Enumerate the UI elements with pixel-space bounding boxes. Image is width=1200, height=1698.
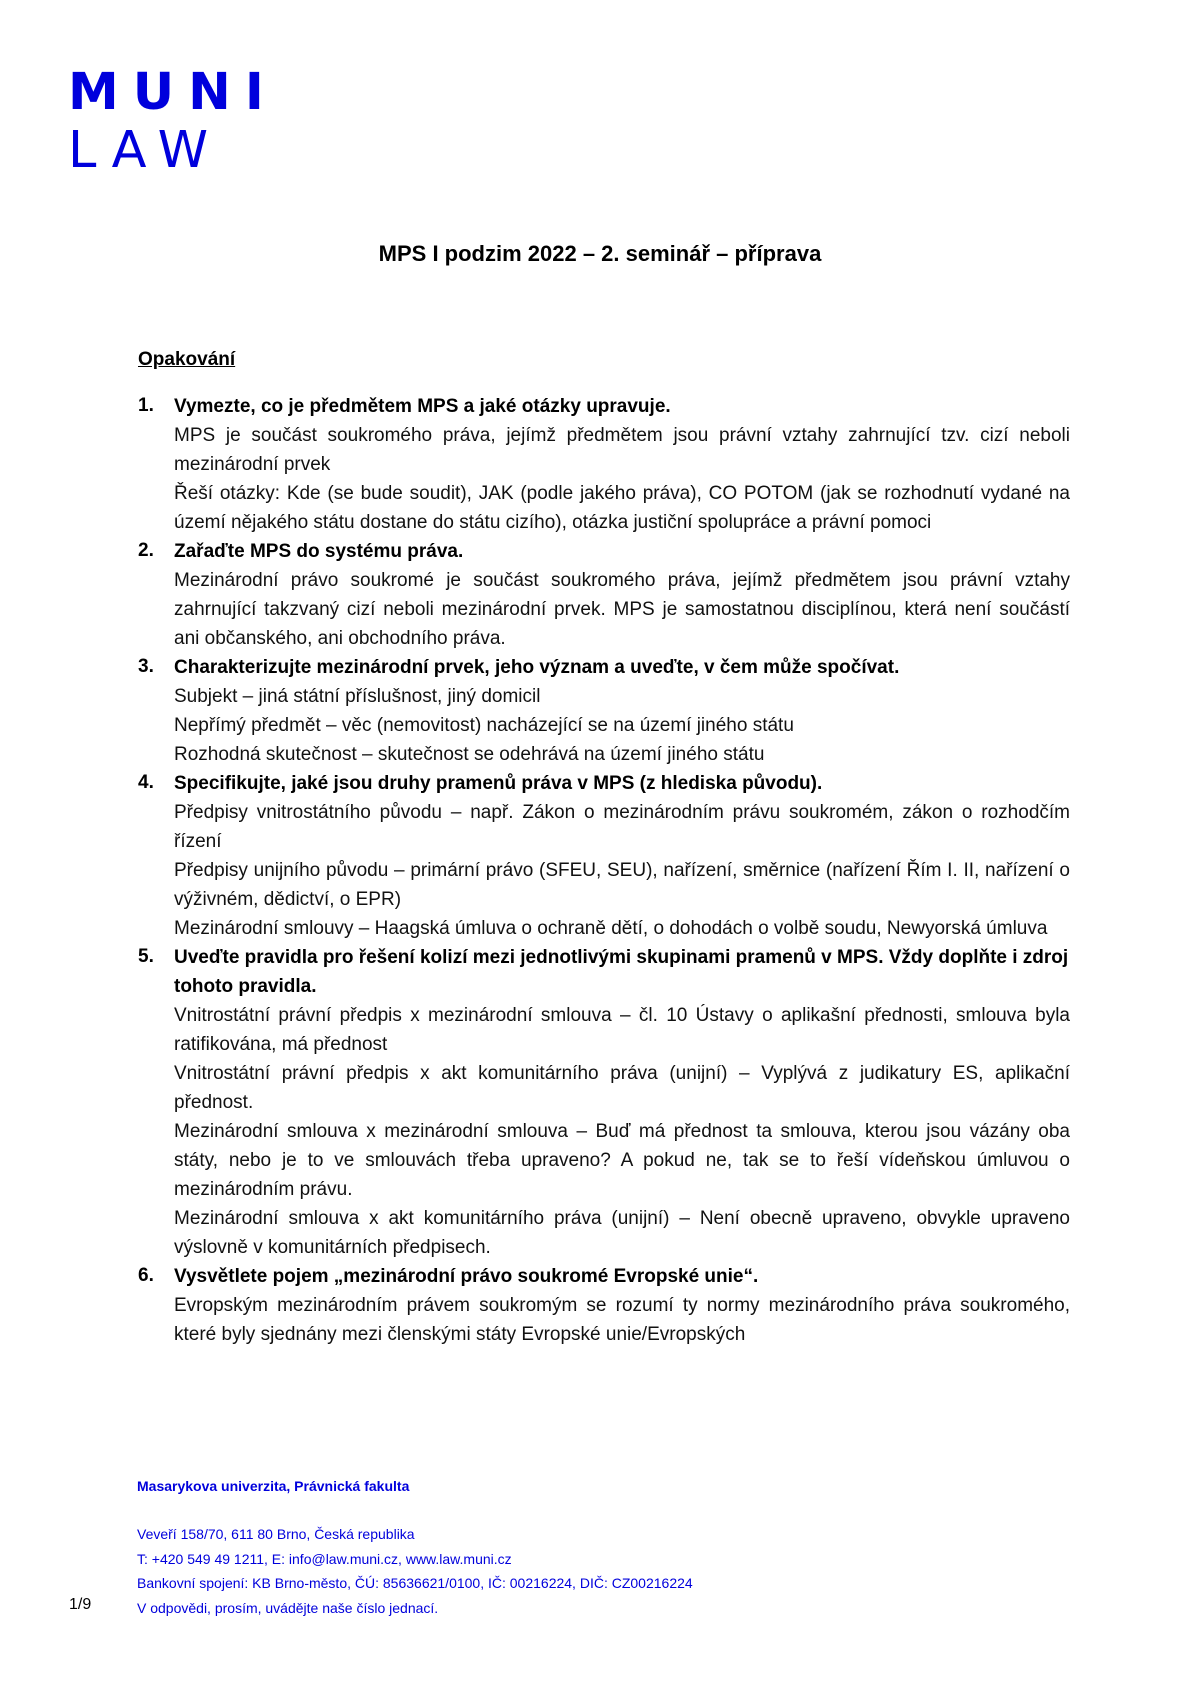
- answer-paragraph: Rozhodná skutečnost – skutečnost se odehrává na území jiného státu: [174, 744, 765, 765]
- answer-paragraph: MPS je součást soukromého práva, jejímž předmětem jsou právní vztahy zahrnující tzv. cizí neboli mezinárodní prvek: [174, 425, 1070, 475]
- document-title: MPS I podzim 2022 – 2. seminář – příprava: [378, 241, 822, 266]
- question-number: 2.: [138, 540, 154, 561]
- footer-address: Veveří 158/70, 611 80 Brno, Česká republika: [137, 1526, 415, 1542]
- footer-note: V odpovědi, prosím, uvádějte naše číslo jednací.: [137, 1599, 439, 1616]
- document-body: [138, 345, 1070, 1349]
- question-number: 4.: [138, 772, 154, 793]
- question-text: Uveďte pravidla pro řešení kolizí mezi jednotlivými skupinami pramenů v MPS. Vždy doplňte i zdroj tohoto pravidla.: [174, 947, 1069, 997]
- answer-paragraph: Řeší otázky: Kde (se bude soudit), JAK (podle jakého práva), CO POTOM (jak se rozhodnutí vydané na území nějakého státu dostane do státu cizího), otázka justiční spolupráce a právní pomoci: [174, 483, 1070, 533]
- footer-bank: Bankovní spojení: KB Brno-město, ČÚ: 85636621/0100, IČ: 00216224, DIČ: CZ00216224: [137, 1575, 693, 1591]
- answer-paragraph: Subjekt – jiná státní příslušnost, jiný domicil: [174, 686, 541, 707]
- footer-contact: T: +420 549 49 1211, E: info@law.muni.cz, www.law.muni.cz: [137, 1550, 512, 1567]
- answer-paragraph: Mezinárodní smlouvy – Haagská úmluva o ochraně dětí, o dohodách o volbě soudu, Newyorská úmluva: [174, 918, 1048, 939]
- answer-paragraph: Nepřímý předmět – věc (nemovitost) nacházející se na území jiného státu: [174, 715, 794, 736]
- question-item: [138, 769, 1070, 943]
- question-item: [138, 1262, 1070, 1349]
- question-list: [138, 392, 1070, 1349]
- answer-paragraph: Vnitrostátní právní předpis x akt komunitárního práva (unijní) – Vyplývá z judikatury ES, aplikační přednost.: [174, 1063, 1070, 1113]
- answer-paragraph: Mezinárodní právo soukromé je součást soukromého práva, jejímž předmětem jsou právní vztahy zahrnující takzvaný cizí neboli mezinárodní prvek. MPS je samostatnou disciplínou, která není součástí ani občanského, ani obchodního práva.: [174, 570, 1070, 649]
- question-text: Zařaďte MPS do systému práva.: [174, 541, 464, 562]
- question-item: [138, 653, 1070, 769]
- page-number: 1/9: [69, 1596, 92, 1613]
- question-text: Charakterizujte mezinárodní prvek, jeho význam a uveďte, v čem může spočívat.: [174, 657, 900, 678]
- answer-paragraph: Předpisy vnitrostátního původu – např. Zákon o mezinárodním právu soukromém, zákon o rozhodčím řízení: [174, 802, 1070, 852]
- question-number: 3.: [138, 656, 154, 677]
- question-number: 1.: [138, 395, 154, 416]
- question-text: Vysvětlete pojem „mezinárodní právo soukromé Evropské unie“.: [174, 1266, 759, 1287]
- footer: [137, 1476, 693, 1620]
- question-text: Specifikujte, jaké jsou druhy pramenů práva v MPS (z hlediska původu).: [174, 773, 823, 794]
- answer-paragraph: Evropským mezinárodním právem soukromým se rozumí ty normy mezinárodního práva soukromého, které byly sjednány mezi členskými státy Evropské unie/Evropských: [174, 1295, 1070, 1345]
- logo-muni-text: MUNI: [68, 63, 278, 122]
- question-number: 5.: [138, 946, 154, 967]
- question-item: [138, 943, 1070, 1262]
- logo-law-text: LAW: [68, 121, 223, 180]
- question-item: [138, 537, 1070, 653]
- footer-organization: Masarykova univerzita, Právnická fakulta: [137, 1478, 410, 1494]
- answer-paragraph: Mezinárodní smlouva x mezinárodní smlouva – Buď má přednost ta smlouva, kterou jsou vázány oba státy, nebo je to ve smlouvách třeba upraveno? A pokud ne, tak se to řeší vídeňskou úmluvou o mezinárodním právu.: [174, 1121, 1070, 1200]
- answer-paragraph: Vnitrostátní právní předpis x mezinárodní smlouva – čl. 10 Ústavy o aplikašní přednosti, smlouva byla ratifikována, má přednost: [174, 1005, 1070, 1055]
- question-text: Vymezte, co je předmětem MPS a jaké otázky upravuje.: [174, 396, 671, 417]
- answer-paragraph: Mezinárodní smlouva x akt komunitárního práva (unijní) – Není obecně upraveno, obvykle upraveno výslovně v komunitárních předpisech.: [174, 1208, 1070, 1258]
- section-heading: Opakování: [138, 349, 236, 370]
- question-number: 6.: [138, 1265, 154, 1286]
- question-item: [138, 392, 1070, 537]
- answer-paragraph: Předpisy unijního původu – primární právo (SFEU, SEU), nařízení, směrnice (nařízení Řím I. II, nařízení o výživném, dědictví, o EPR): [174, 860, 1070, 910]
- muni-law-logo: [68, 64, 278, 180]
